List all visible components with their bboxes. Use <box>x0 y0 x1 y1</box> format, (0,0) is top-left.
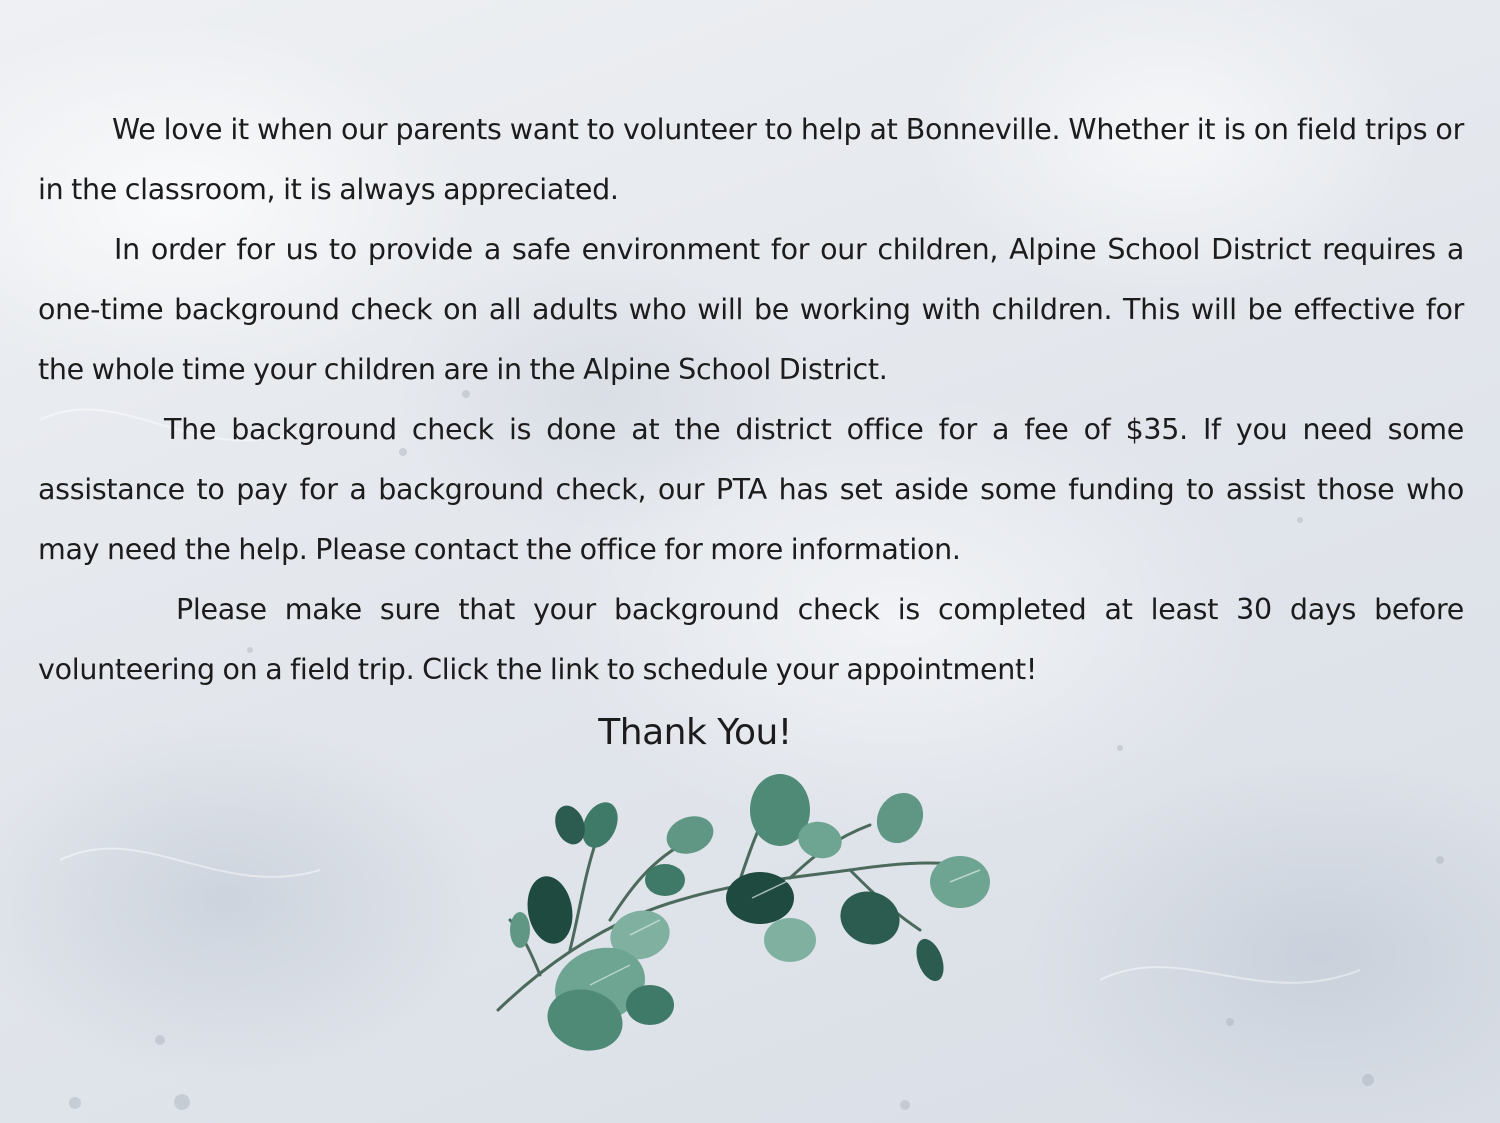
eucalyptus-branch-icon <box>490 770 1010 1070</box>
paragraph-schedule-reminder: Please make sure that your background check is completed at least 30 days before volunteering on a field trip. Click the link to schedule your appointment! <box>38 593 1464 686</box>
letter-body <box>38 100 1464 700</box>
paragraph-volunteer-welcome: We love it when our parents want to volunteer to help at Bonneville. Whether it is on field trips or in the classroom, it is always appreciated. <box>38 113 1464 206</box>
paragraph-background-check-requirement: In order for us to provide a safe environment for our children, Alpine School District requires a one-time background check on all adults who will be working with children. This will be effective for the whole time your children are in the Alpine School District. <box>38 233 1464 386</box>
paragraph-fee-and-assistance: The background check is done at the district office for a fee of $35. If you need some assistance to pay for a background check, our PTA has set aside some funding to assist those who may need the help. Please contact the office for more information. <box>38 413 1464 566</box>
closing-thank-you: Thank You! <box>598 712 792 753</box>
